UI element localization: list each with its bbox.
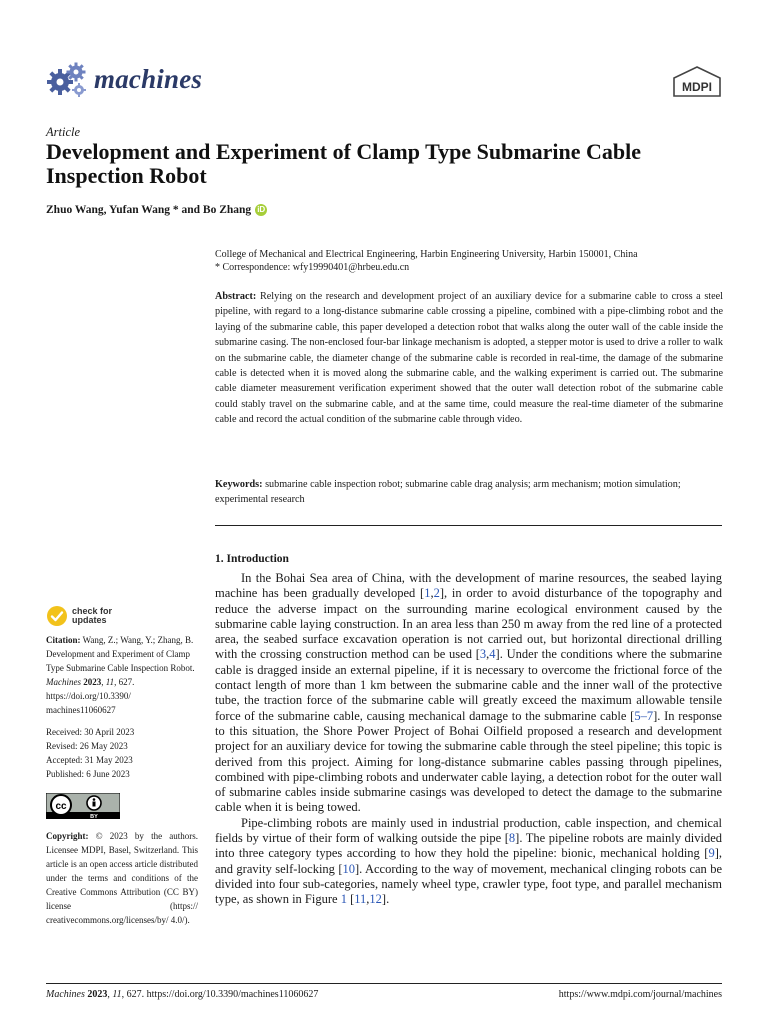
check-line-1: check for: [72, 606, 113, 616]
paragraph-2: [215, 816, 722, 908]
footer-doi[interactable]: , 627. https://doi.org/10.3390/machines11060627: [121, 989, 319, 1000]
revised-date: Revised: 26 May 2023: [46, 741, 128, 751]
footer-year: 2023: [87, 989, 108, 1000]
affiliation-institution: College of Mechanical and Electrical Engineering, Harbin Engineering University, Harbin 150001, China: [215, 249, 638, 260]
abstract-text: Relying on the research and development project of an auxiliary device for a submarine cable to cross a steel pipeline, with regard to a long-distance submarine cable crossing a pipeline, combined with a pipe-climbing robot and the laying of the submarine cable, this paper developed a detection robot that walks along the outer wall of the cable inside the submarine casing. The non-enclosed four-bar linkage mechanism is adopted, a stepper motor is used to drive a roller to walk on the submarine cable, the diameter change of the submarine cable is recorded in real-time, the damage of the submarine cable is detected when it is moved along the submarine cable, and the walking experiment is carried out. The submarine cable diameter measurement verification experiment showed that the outer wall detection robot of the submarine cable could stably travel on the submarine cable, and at the same time, could measure the real-time diameter of the submarine cable and record the actual condition of the submarine cable through video.: [215, 291, 723, 426]
para1-text-5: ]. Under the conditions where the submarine cable is dragged inside an external pipeline, if it is necessary to overcome the frictional force of the contact length of more than 1 km between the submarine cable and the inner wall of the protective tube, the traction force of the submarine cable will greatly exceed the maximum allowable tensile force of the submarine cable, causing mechanical damage to the submarine cable [: [215, 647, 722, 723]
citation-journal: Machines: [46, 677, 81, 687]
publisher-name: MDPI: [682, 80, 712, 94]
citation-link[interactable]: 11: [354, 892, 367, 907]
abstract-divider: [215, 525, 722, 526]
footer-journal-url[interactable]: https://www.mdpi.com/journal/machines: [558, 989, 722, 1000]
affiliation-block: [215, 248, 725, 274]
journal-name: machines: [94, 64, 203, 94]
copyright-label: Copyright:: [46, 831, 89, 841]
copyright-block: [46, 829, 198, 927]
copyright-text: © 2023 by the authors. Licensee MDPI, Basel, Switzerland. This article is an open access article distributed under the terms and conditions of the Creative Commons Attribution (CC BY) license (https:// creativecommons.org/licenses/by/ 4.0/).: [46, 831, 199, 925]
citation-link[interactable]: 1: [424, 586, 431, 601]
para1-text-2: ,: [430, 586, 434, 601]
paragraph-1: [215, 571, 722, 816]
figure-link[interactable]: 1: [340, 892, 347, 907]
svg-text:cc: cc: [55, 801, 67, 812]
received-date: Received: 30 April 2023: [46, 727, 135, 737]
keywords: [215, 477, 723, 508]
authors-text: Zhuo Wang, Yufan Wang * and Bo Zhang: [46, 204, 252, 216]
citation-link[interactable]: 4: [489, 647, 496, 662]
article-type: Article: [46, 125, 81, 139]
citation-label: Citation:: [46, 635, 81, 645]
abstract: [215, 289, 723, 428]
para1-text-1: In the Bohai Sea area of China, with the development of marine resources, the seabed laying machine has been gradually developed [: [215, 571, 722, 601]
correspondence-line: * Correspondence: wfy19990401@hrbeu.edu.cn: [215, 262, 410, 273]
para2-text-7: ].: [381, 892, 390, 907]
citation-link[interactable]: 10: [342, 861, 355, 876]
citation-year: 2023: [83, 677, 102, 687]
para2-text-6: ,: [366, 892, 370, 907]
cc-by-license-icon[interactable]: [46, 793, 120, 819]
citation-link[interactable]: 12: [369, 892, 382, 907]
accepted-date: Accepted: 31 May 2023: [46, 755, 133, 765]
journal-header: [46, 58, 722, 104]
check-for-updates-label: [72, 607, 112, 625]
footer-journal: Machines: [46, 989, 85, 1000]
citation-link[interactable]: 8: [508, 831, 516, 846]
published-date: Published: 6 June 2023: [46, 769, 130, 779]
author-list: [46, 204, 267, 216]
keywords-label: Keywords:: [215, 479, 263, 490]
gears-logo-icon: [46, 58, 88, 100]
keywords-text: submarine cable inspection robot; submarine cable drag analysis; arm mechanism; motion simulation; experimental research: [215, 479, 681, 506]
citation-link[interactable]: 2: [433, 586, 440, 601]
check-for-updates-icon: [46, 605, 68, 627]
citation-volume: 11: [105, 677, 115, 687]
citation-text: Wang, Z.; Wang, Y.; Zhang, B. Development and Experiment of Clamp Type Submarine Cable Inspection Robot.: [46, 635, 195, 673]
abstract-label: Abstract:: [215, 291, 257, 302]
para1-text-3: ], in order to avoid disturbance of the topography and reduce the adverse impact on the surrounding marine ecological environment caused by the submarine cable laying construction. In an area less than 250 m away from the red line of a protected area, the seabed surface excavation operation is not carried out, but horizontal directional drilling with the crossing construction method can be used [: [215, 586, 722, 662]
footer-divider: [46, 983, 722, 984]
para2-text-4: ]. According to the way of movement, mechanical clinging robots can be divided into four sub-categories, namely wheel type, crawler type, foot type, and parallel mechanism type, as shown in Figure: [215, 861, 722, 907]
footer-volume: 11: [112, 989, 122, 1000]
body-text: [215, 571, 722, 908]
para2-text-2: ]. The pipeline robots are mainly divided into three category types according to how they hold the pipeline: bionic, mechanical holding [: [215, 831, 722, 861]
citation-link[interactable]: 5–7: [634, 708, 654, 723]
para1-text-6: ]. In response to this situation, the Shore Power Project of Bohai Oilfield proposed a research and development project for an auxiliary device for towing the submarine cable through the steel pipeline; this topic is derived from this project. Aiming for long-distance submarine cables passing through pipelines, combined with pipe-climbing robots and underwater cable laying, a detection robot for the outer wall of submarine cables inside submarine casings was developed to detect the damage to the submarine cable when it is being towed.: [215, 708, 722, 815]
citation-link[interactable]: 3: [479, 647, 487, 662]
para2-text-1: Pipe-climbing robots are mainly used in industrial production, cable inspection, and chemical fields by virtue of their form of walking outside the pipe [: [215, 815, 722, 846]
citation-link[interactable]: 9: [708, 846, 715, 861]
para2-text-3: ], and gravity self-locking [: [215, 846, 722, 876]
mdpi-logo-icon: [672, 66, 722, 100]
citation-block: Citation: Wang, Z.; Wang, Y.; Zhang, B. Development and Experiment of Clamp Type Submarine Cable Inspection Robot. Machines 2023, 11, 627. https://doi.org/10.3390/ machines11060627: [46, 635, 195, 715]
para1-text-4: ,: [486, 647, 490, 662]
dates-block: [46, 725, 198, 781]
orcid-icon[interactable]: iD: [257, 205, 266, 214]
check-line-2: updates: [72, 615, 107, 625]
sidebar: [46, 605, 198, 935]
para2-text-5: [: [346, 892, 355, 907]
check-for-updates-button[interactable]: [46, 605, 198, 627]
article-title: Development and Experiment of Clamp Type Submarine Cable Inspection Robot: [46, 139, 642, 188]
section-heading: 1. Introduction: [215, 553, 289, 565]
footer-citation: Machines 2023, 11, 627. https://doi.org/10.3390/machines11060627: [46, 989, 319, 1000]
svg-text:BY: BY: [90, 814, 98, 819]
citation-doi[interactable]: , 627. https://doi.org/10.3390/ machines11060627: [46, 677, 135, 715]
